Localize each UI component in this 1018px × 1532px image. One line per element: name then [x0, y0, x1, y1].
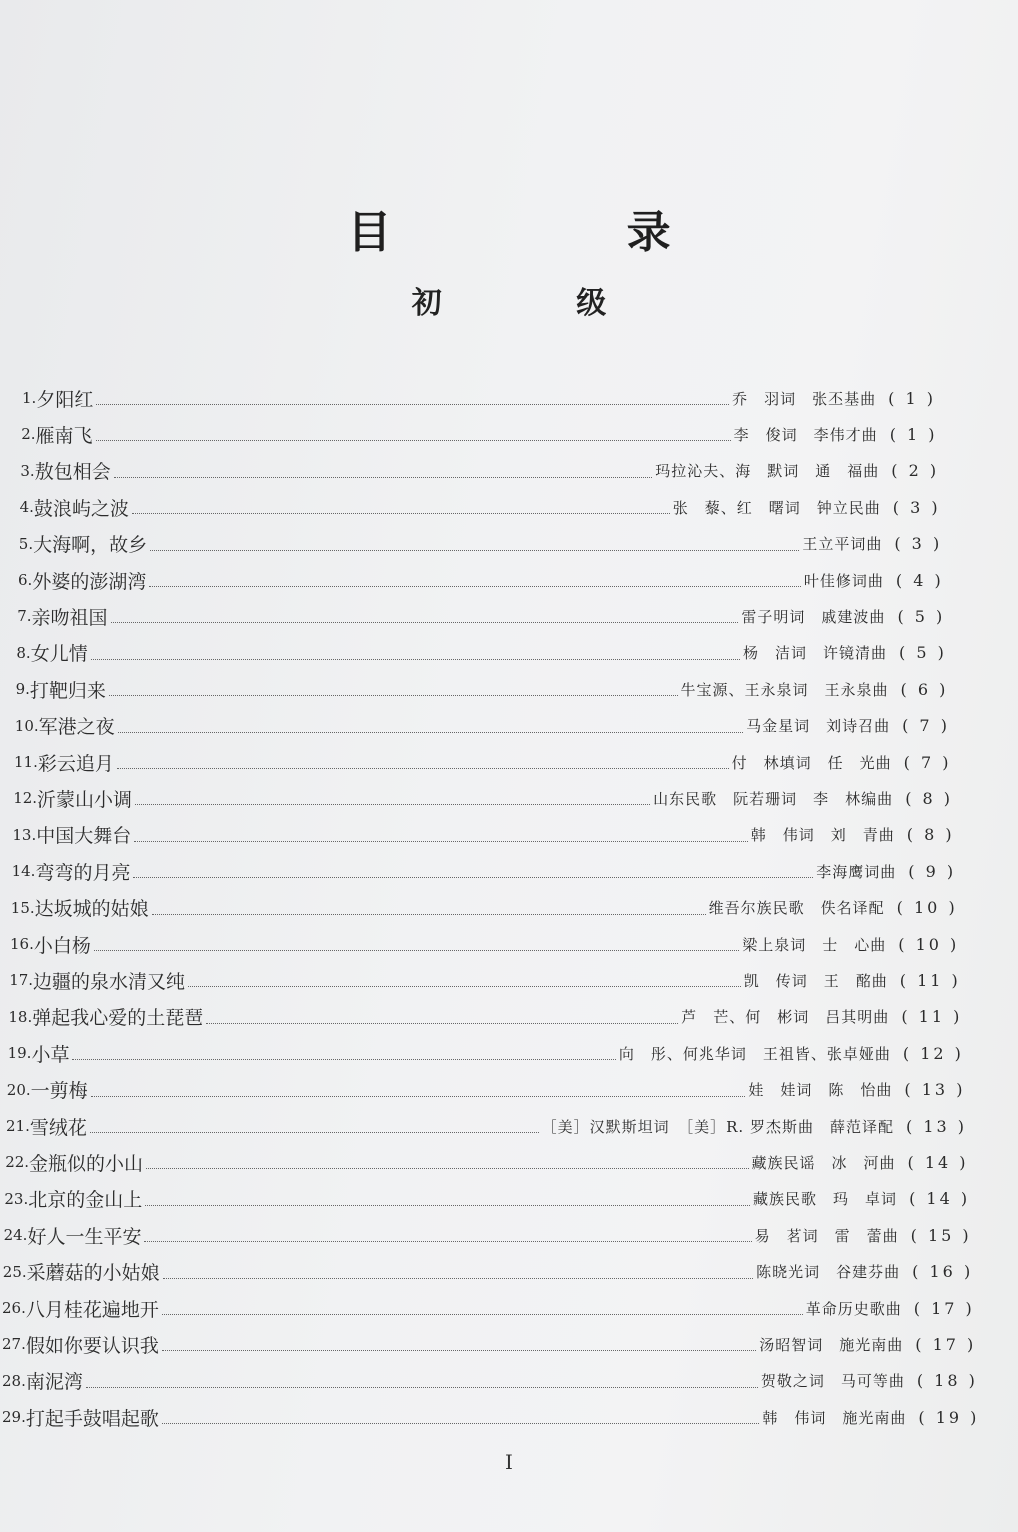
- entry-number: 22.: [5, 1153, 30, 1172]
- dot-leader: [91, 658, 740, 660]
- page-reference: ( 11 ): [899, 970, 961, 990]
- song-credits: 王立平词曲: [802, 535, 883, 554]
- toc-entry: [8, 1037, 964, 1069]
- toc-entry: [16, 637, 946, 669]
- entry-number: 21.: [6, 1117, 30, 1135]
- dot-leader: [163, 1277, 753, 1279]
- song-title: 采蘑菇的小姑娘: [26, 1262, 160, 1285]
- toc-entry: [12, 819, 954, 851]
- song-credits: 藏族民谣 冰 河曲: [751, 1153, 896, 1172]
- song-credits: 付 林填词 任 光曲: [731, 753, 892, 772]
- song-credits: 玛拉沁夫、海 默词 通 福曲: [655, 462, 880, 481]
- song-credits: 马金星词 刘诗召曲: [746, 717, 891, 736]
- entry-number: 7.: [17, 607, 32, 626]
- dot-leader: [109, 694, 678, 696]
- song-title: 大海啊，故乡: [33, 534, 148, 557]
- toc-entry: [21, 418, 937, 450]
- song-title: 打起手鼓唱起歌: [25, 1407, 159, 1430]
- section-heading: 初 级: [411, 286, 669, 321]
- toc-entry: [2, 1292, 975, 1324]
- song-credits: ［美］汉默斯坦词 ［美］R. 罗杰斯曲 薛范译配: [541, 1117, 894, 1136]
- dot-leader: [146, 1167, 748, 1169]
- toc-entry: [15, 710, 950, 742]
- song-title: 好人一生平安: [27, 1225, 142, 1248]
- song-credits: 维吾尔族民歌 佚名译配: [708, 899, 885, 918]
- song-title: 鼓浪屿之波: [33, 497, 129, 520]
- entry-number: 15.: [10, 898, 35, 917]
- song-title: 金瓶似的小山: [29, 1152, 144, 1175]
- page-reference: ( 8 ): [906, 825, 955, 845]
- dot-leader: [96, 439, 731, 441]
- page-reference: ( 10 ): [896, 898, 958, 918]
- page-reference: ( 7 ): [902, 716, 950, 736]
- page-reference: ( 10 ): [898, 934, 960, 954]
- song-title: 沂蒙山小调: [37, 788, 133, 811]
- page-reference: ( 17 ): [915, 1334, 977, 1354]
- dot-leader: [135, 803, 650, 805]
- page-reference: ( 1 ): [889, 424, 938, 444]
- dot-leader: [90, 1131, 539, 1133]
- song-credits: 张 藜、红 曙词 钟立民曲: [672, 498, 881, 517]
- song-credits: 陈晓光词 谷建芬曲: [756, 1263, 901, 1282]
- song-credits: 芦 芒、何 彬词 吕其明曲: [681, 1008, 890, 1027]
- entry-number: 18.: [8, 1007, 33, 1026]
- dot-leader: [132, 512, 670, 514]
- dot-leader: [188, 985, 741, 987]
- page-reference: ( 6 ): [900, 679, 949, 699]
- song-credits: 藏族民歌 玛 卓词: [753, 1190, 898, 1209]
- song-credits: 娃 娃词 陈 怡曲: [748, 1081, 893, 1100]
- dot-leader: [144, 1240, 751, 1242]
- toc-entry: [12, 855, 957, 887]
- song-title: 夕阳红: [36, 388, 94, 411]
- dot-leader: [86, 1386, 758, 1388]
- toc-entry: [17, 600, 945, 632]
- song-title: 亲吻祖国: [31, 606, 108, 629]
- toc-entry: [18, 564, 944, 596]
- dot-leader: [162, 1349, 756, 1351]
- song-title: 弯弯的月亮: [35, 861, 131, 884]
- toc-entry: [4, 1219, 972, 1251]
- toc-entry: [10, 928, 959, 960]
- song-title: 达坂城的姑娘: [34, 898, 149, 921]
- song-credits: 汤昭智词 施光南曲: [759, 1335, 904, 1354]
- entry-number: 14.: [11, 862, 36, 881]
- entry-number: 25.: [2, 1262, 27, 1281]
- entry-number: 28.: [2, 1371, 26, 1390]
- page-reference: ( 1 ): [888, 388, 936, 408]
- page-reference: ( 11 ): [901, 1007, 963, 1027]
- entry-number: 5.: [18, 534, 34, 553]
- toc-entry: [9, 964, 961, 996]
- page-reference: ( 18 ): [916, 1371, 978, 1391]
- page-reference: ( 2 ): [891, 461, 940, 481]
- dot-leader: [91, 1095, 746, 1097]
- toc-entry: [19, 528, 942, 560]
- song-credits: 山东民歌 阮若珊词 李 林编曲: [653, 789, 894, 808]
- page-reference: ( 12 ): [902, 1043, 964, 1063]
- page-reference: ( 14 ): [907, 1152, 969, 1172]
- entry-number: 20.: [6, 1080, 31, 1099]
- toc-entry: [14, 746, 952, 778]
- song-credits: 贺敬之词 马可等曲: [760, 1372, 905, 1391]
- song-credits: 梁上泉词 士 心曲: [742, 935, 887, 954]
- page-reference: ( 8 ): [905, 788, 954, 808]
- entry-number: 23.: [4, 1189, 29, 1208]
- entry-number: 27.: [2, 1335, 26, 1354]
- song-title: 一剪梅: [30, 1080, 88, 1103]
- toc-entry: [6, 1110, 967, 1142]
- toc-entry: [16, 673, 949, 705]
- song-title: 军港之夜: [38, 716, 115, 739]
- entry-number: 29.: [2, 1408, 26, 1427]
- song-title: 假如你要认识我: [25, 1334, 159, 1357]
- page-reference: ( 7 ): [903, 752, 952, 772]
- dot-leader: [96, 403, 729, 405]
- toc-entry: [4, 1183, 970, 1215]
- dot-leader: [72, 1058, 615, 1060]
- toc-entry: [22, 382, 936, 414]
- dot-leader: [117, 767, 729, 769]
- entry-number: 17.: [9, 971, 34, 990]
- song-credits: 雷子明词 戚建波曲: [741, 607, 886, 626]
- dot-leader: [118, 731, 743, 733]
- dot-leader: [111, 621, 739, 623]
- page-reference: ( 4 ): [895, 570, 944, 590]
- dot-leader: [150, 549, 799, 551]
- dot-leader: [149, 585, 801, 587]
- song-title: 敖包相会: [34, 461, 111, 484]
- entry-number: 2.: [21, 425, 36, 444]
- dot-leader: [94, 949, 739, 951]
- song-title: 小草: [31, 1043, 70, 1066]
- entry-number: 9.: [15, 680, 30, 699]
- entry-number: 26.: [2, 1299, 26, 1317]
- page-number: I: [505, 1450, 513, 1474]
- toc-entry: [2, 1365, 978, 1397]
- entry-number: 10.: [14, 716, 39, 735]
- page-title: 目 录: [347, 207, 781, 258]
- toc-entry: [7, 1074, 966, 1106]
- page-reference: ( 16 ): [912, 1262, 974, 1282]
- dot-leader: [114, 476, 653, 478]
- song-title: 外婆的澎湖湾: [32, 570, 147, 593]
- song-title: 八月桂花遍地开: [25, 1298, 159, 1321]
- entry-number: 3.: [20, 461, 35, 480]
- entry-number: 24.: [3, 1226, 28, 1245]
- song-credits: 李海鹰词曲: [816, 862, 897, 881]
- song-credits: 向 彤、何兆华词 王祖皆、张卓娅曲: [618, 1044, 891, 1063]
- song-credits: 韩 伟词 施光南曲: [762, 1408, 907, 1427]
- entry-number: 8.: [16, 643, 31, 662]
- toc-entry: [8, 1001, 962, 1033]
- toc-entry: [13, 782, 953, 814]
- toc-entry: [20, 455, 939, 487]
- entry-number: 12.: [13, 789, 38, 808]
- page-reference: ( 17 ): [913, 1298, 975, 1318]
- song-credits: 韩 伟词 刘 青曲: [750, 826, 895, 845]
- page-reference: ( 14 ): [909, 1189, 971, 1209]
- dot-leader: [152, 913, 706, 915]
- page-reference: ( 9 ): [908, 861, 957, 881]
- song-title: 南泥湾: [25, 1371, 83, 1394]
- song-title: 雁南飞: [35, 424, 93, 447]
- dot-leader: [133, 876, 813, 878]
- song-credits: 牛宝源、王永泉词 王永泉曲: [680, 680, 889, 699]
- entry-number: 1.: [22, 389, 37, 407]
- song-credits: 易 茗词 雷 蕾曲: [754, 1226, 899, 1245]
- page-reference: ( 3 ): [892, 497, 941, 517]
- dot-leader: [162, 1313, 803, 1315]
- toc-entry: [5, 1146, 968, 1178]
- song-credits: 李 俊词 李伟才曲: [733, 425, 878, 444]
- song-title: 中国大舞台: [36, 825, 132, 848]
- song-credits: 乔 羽词 张丕基曲: [732, 389, 877, 408]
- page-reference: ( 13 ): [904, 1080, 966, 1100]
- page-reference: ( 13 ): [905, 1116, 967, 1136]
- toc-entry: [11, 892, 958, 924]
- song-title: 弹起我心爱的土琵琶: [32, 1007, 204, 1030]
- page-reference: ( 5 ): [898, 643, 947, 663]
- song-title: 雪绒花: [29, 1116, 87, 1139]
- entry-number: 11.: [14, 753, 38, 771]
- song-title: 打靶归来: [29, 679, 106, 702]
- song-title: 边疆的泉水清又纯: [33, 970, 186, 993]
- toc-entry: [20, 491, 941, 523]
- page-reference: ( 19 ): [918, 1407, 980, 1427]
- entry-number: 6.: [18, 571, 33, 589]
- song-credits: 杨 洁词 许镜清曲: [742, 644, 887, 663]
- page-reference: ( 3 ): [894, 534, 943, 554]
- toc-entry: [2, 1328, 976, 1360]
- toc-entry: [2, 1401, 979, 1433]
- song-credits: 叶佳修词曲: [803, 571, 884, 590]
- page-reference: ( 5 ): [897, 606, 946, 626]
- song-title: 女儿情: [30, 643, 88, 666]
- entry-number: 19.: [7, 1044, 32, 1063]
- dot-leader: [145, 1204, 750, 1206]
- dot-leader: [206, 1022, 678, 1024]
- entry-number: 4.: [19, 498, 34, 517]
- song-credits: 革命历史歌曲: [805, 1299, 902, 1318]
- entry-number: 16.: [10, 935, 34, 953]
- song-title: 彩云追月: [37, 752, 114, 775]
- song-credits: 凯 传词 王 酩曲: [743, 971, 888, 990]
- song-title: 小白杨: [33, 934, 91, 957]
- page-reference: ( 15 ): [910, 1225, 972, 1245]
- toc-entry: [3, 1256, 973, 1288]
- dot-leader: [134, 840, 747, 842]
- song-title: 北京的金山上: [28, 1189, 143, 1212]
- dot-leader: [162, 1422, 759, 1424]
- entry-number: 13.: [12, 825, 37, 844]
